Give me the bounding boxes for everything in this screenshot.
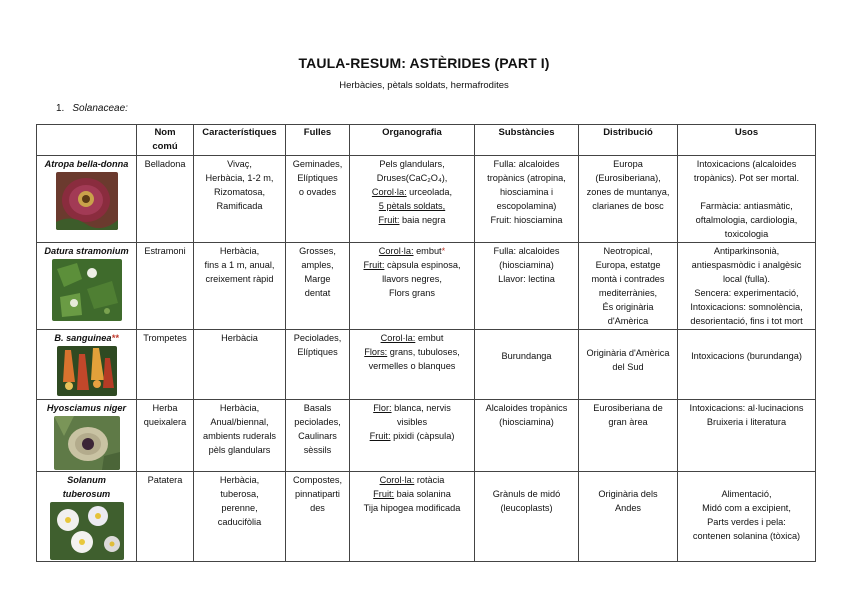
text-line: Alcaloides tropànics (485, 403, 568, 413)
text-line: Bruixeria i literatura (706, 417, 787, 427)
underlined-term: Corol·la: (380, 333, 416, 343)
common-name-cell: Belladona (137, 156, 194, 243)
text-line: Geminades, (292, 159, 343, 169)
column-header (137, 125, 194, 156)
species-cell (37, 400, 137, 472)
blank-line (477, 473, 576, 487)
text-line: Tija hipogea modificada (363, 503, 461, 513)
plant-photo (50, 502, 124, 560)
text-line: Vivaç, (227, 159, 252, 169)
substances-cell (475, 156, 579, 243)
text-line: Fulla: alcaloides (493, 159, 560, 169)
traits-cell (194, 472, 286, 562)
uses-cell (678, 156, 816, 243)
text-line: Fulla: alcaloides (493, 246, 560, 256)
text-line: Antiparkinsonià, (713, 246, 780, 256)
text-line: Ramificada (216, 201, 263, 211)
species-name: Atropa bella-donna (44, 159, 129, 169)
text-line: Grosses, (299, 246, 336, 256)
term-value: baia solanina (394, 489, 451, 499)
text-line: visibles (396, 417, 428, 427)
text-line: des (310, 503, 325, 513)
term-value: embut (415, 333, 444, 343)
page-subtitle: Herbàcies, pètals soldats, hermafrodites (339, 80, 509, 91)
text-line (352, 487, 472, 501)
underlined-term: Corol·la: (379, 475, 415, 485)
column-header-text: Nom comú (152, 127, 178, 152)
text-line: pinnatiparti (295, 489, 340, 499)
species-name: tuberosum (62, 489, 111, 499)
text-line: Parts verdes i pela: (707, 517, 786, 527)
organography-cell (350, 156, 475, 243)
text-line (352, 244, 472, 258)
text-line: ambients ruderals (202, 431, 277, 441)
text-line: Burundanga (501, 350, 552, 361)
plant-photo (52, 259, 122, 321)
text-line: toxicologia (724, 229, 769, 239)
distribution-cell (579, 156, 678, 243)
species-name: Solanum (67, 475, 106, 485)
text-line: contenen solanina (tòxica) (692, 531, 801, 541)
text-line: antiespasmòdic i analgèsic (691, 260, 802, 270)
text-line: pèls glandulars (208, 445, 271, 455)
text-line: escopolamina) (496, 201, 557, 211)
text-line (352, 345, 472, 359)
text-line: o ovades (298, 187, 337, 197)
table-row (37, 330, 816, 400)
leaves-cell (286, 400, 350, 472)
leaves-cell (286, 472, 350, 562)
uses-cell (678, 400, 816, 472)
text-line: Originària d'Amèrica (586, 347, 670, 358)
common-name-cell: Trompetes (137, 330, 194, 400)
text-line: (leucoplasts) (500, 503, 553, 513)
substances-cell (475, 472, 579, 562)
text-line: creixement ràpid (205, 274, 274, 284)
text-line: (Eurosiberiana), (595, 173, 661, 183)
term-value: baia negra (399, 215, 446, 225)
common-name-cell: Estramoni (137, 243, 194, 330)
text-line: tuberosa, (220, 489, 259, 499)
text-line: Llavor: lectina (498, 274, 555, 284)
datura-plant-image (52, 259, 122, 321)
plant-photo (57, 346, 117, 396)
text-line (352, 185, 472, 199)
text-line: fins a 1 m, anual, (204, 260, 275, 270)
text-line: Midó com a excipient, (702, 503, 791, 513)
term-value: grans, tubuloses, (387, 347, 460, 357)
traits-cell (194, 243, 286, 330)
text-line: Caulinars (298, 431, 337, 441)
text-line: vermelles o blanques (368, 361, 456, 371)
uses-cell (678, 330, 816, 400)
text-line (352, 331, 472, 345)
text-line: Basals (303, 403, 332, 413)
summary-table (36, 124, 816, 562)
common-name-cell (137, 400, 194, 472)
text-line: Intoxicacions: al·lucinacions (689, 403, 804, 413)
text-line: Elíptiques (297, 347, 338, 357)
blank-line (581, 473, 675, 487)
underlined-line: 5 pètals soldats, (378, 201, 446, 211)
species-cell (37, 330, 137, 400)
plant-photo (54, 416, 120, 470)
section-number: 1. (56, 103, 65, 114)
text-line: Herbàcia, (219, 403, 260, 413)
text-line: Anual/biennal, (210, 417, 269, 427)
distribution-cell (579, 330, 678, 400)
blank-line (680, 473, 813, 487)
term-value: rotàcia (414, 475, 445, 485)
text-line: És originària (602, 302, 654, 312)
species-cell (37, 243, 137, 330)
atropa-flower-image (56, 172, 118, 230)
text-line (352, 429, 472, 443)
text-line: Intoxicacions (burundanga) (691, 350, 802, 361)
text-line: dentat (304, 288, 331, 298)
distribution-cell (579, 243, 678, 330)
underlined-term: Flors: (364, 347, 388, 357)
section-label: Solanaceae: (72, 103, 128, 114)
text-line: desorientació, fins i tot mort (690, 316, 803, 326)
column-header: Substàncies (475, 125, 579, 156)
text-line: Sencera: experimentació, (694, 288, 799, 298)
page-title: TAULA-RESUM: ASTÈRIDES (PART I) (298, 55, 550, 71)
column-header (37, 125, 137, 156)
species-name: Datura stramonium (44, 246, 129, 256)
text-line: Pels glandulars, (379, 159, 445, 169)
organography-cell (350, 243, 475, 330)
text-line: Peciolades, (293, 333, 342, 343)
text-line: Compostes, (292, 475, 343, 485)
text-line: Intoxicacions (alcaloides (696, 159, 797, 169)
species-name: Hyosciamus niger (46, 403, 127, 413)
underlined-term: Corol·la: (378, 246, 414, 256)
leaves-cell (286, 330, 350, 400)
table-row (37, 472, 816, 562)
traits-cell (194, 330, 286, 400)
table-row (37, 243, 816, 330)
text-line: caducifòlia (217, 517, 262, 527)
underlined-term: Fruit: (369, 431, 391, 441)
text-line: (hiosciamina) (499, 260, 554, 270)
text-line: Originària dels (598, 489, 658, 499)
text-line: d'Amèrica (607, 316, 649, 326)
organography-cell (350, 400, 475, 472)
substances-cell (475, 400, 579, 472)
text-line: montà i contrades (591, 274, 665, 284)
uses-cell (678, 243, 816, 330)
text-line: Druses(CaC₂O₄), (376, 173, 448, 183)
text-line: Elíptiques (297, 173, 338, 183)
blank-line (680, 185, 813, 199)
text-line: perenne, (221, 503, 258, 513)
substances-cell (475, 243, 579, 330)
underlined-term: Flor: (373, 403, 392, 413)
text-line: Intoxicacions: somnolència, (690, 302, 803, 312)
organography-cell (350, 330, 475, 400)
species-name-line (39, 331, 134, 345)
hyoscyamus-flower-image (54, 416, 120, 470)
term-value: pixidi (càpsula) (390, 431, 455, 441)
column-header: Característiques (194, 125, 286, 156)
species-name: B. sanguinea (54, 333, 112, 343)
text-line: Neotropical, (603, 246, 653, 256)
underlined-term: Fruit: (363, 260, 385, 270)
column-header: Usos (678, 125, 816, 156)
text-line: zones de muntanya, (586, 187, 670, 197)
column-header: Organografia (350, 125, 475, 156)
text-line: del Sud (612, 361, 644, 372)
text-line: amples, (301, 260, 334, 270)
text-line (352, 258, 472, 272)
species-cell (37, 156, 137, 243)
organography-cell (350, 472, 475, 562)
text-line: Andes (614, 503, 642, 513)
text-line: queixalera (143, 417, 187, 427)
term-value: urceolada, (406, 187, 453, 197)
text-line: sèssils (303, 445, 332, 455)
text-line: gran àrea (608, 417, 648, 427)
traits-cell (194, 400, 286, 472)
table-row (37, 400, 816, 472)
text-line: Herbàcia, (219, 475, 260, 485)
term-value: embut (413, 246, 442, 256)
species-cell (37, 472, 137, 562)
distribution-cell (579, 472, 678, 562)
text-line: Marge (304, 274, 331, 284)
text-line: Flors grans (389, 288, 435, 298)
table-header-row (37, 125, 816, 156)
brugmansia-flowers-image (57, 346, 117, 396)
underlined-term: Corol·la: (371, 187, 407, 197)
text-line (352, 213, 472, 227)
distribution-cell (579, 400, 678, 472)
text-line (352, 401, 472, 415)
term-value: blanca, nervis (391, 403, 451, 413)
traits-cell (194, 156, 286, 243)
text-line: Alimentació, (721, 489, 772, 499)
uses-cell (678, 472, 816, 562)
text-line: tropànics (atropina, (487, 173, 566, 183)
underlined-term: Fruit: (378, 215, 400, 225)
column-header: Distribució (579, 125, 678, 156)
text-line: Fruit: hiosciamina (490, 215, 563, 225)
text-line (352, 473, 472, 487)
text-line: Grànuls de midó (492, 489, 561, 499)
text-line: hiosciamina i (499, 187, 554, 197)
text-line: tropànics). Pot ser mortal. (693, 173, 800, 183)
text-line: Farmàcia: antiasmàtic, (700, 201, 793, 211)
leaves-cell (286, 156, 350, 243)
text-line: Herbàcia (221, 333, 258, 343)
text-line: mediterrànies, (598, 288, 658, 298)
text-line: Herbàcia, (219, 246, 260, 256)
text-line: Herbàcia, 1-2 m, (205, 173, 274, 183)
potato-flowers-image (50, 502, 124, 560)
common-name-cell: Patatera (137, 472, 194, 562)
footnote-mark: ** (111, 333, 119, 343)
text-line: (hiosciamina) (499, 417, 554, 427)
table-row (37, 156, 816, 243)
footnote-mark: * (441, 246, 446, 256)
text-line: clarianes de bosc (592, 201, 664, 211)
plant-photo (56, 172, 118, 230)
text-line: local (fulla). (723, 274, 770, 284)
section-heading (56, 103, 128, 114)
text-line: Europa (613, 159, 643, 169)
substances-cell (475, 330, 579, 400)
text-line: llavors negres, (382, 274, 442, 284)
text-line: Eurosiberiana de (593, 403, 663, 413)
leaves-cell (286, 243, 350, 330)
text-line: Rizomatosa, (213, 187, 266, 197)
underlined-term: Fruit: (373, 489, 395, 499)
text-line: Herba (152, 403, 178, 413)
text-line: oftalmologia, cardiologia, (695, 215, 798, 225)
text-line: peciolades, (294, 417, 341, 427)
term-value: càpsula espinosa, (384, 260, 461, 270)
text-line: Europa, estatge (595, 260, 661, 270)
column-header: Fulles (286, 125, 350, 156)
